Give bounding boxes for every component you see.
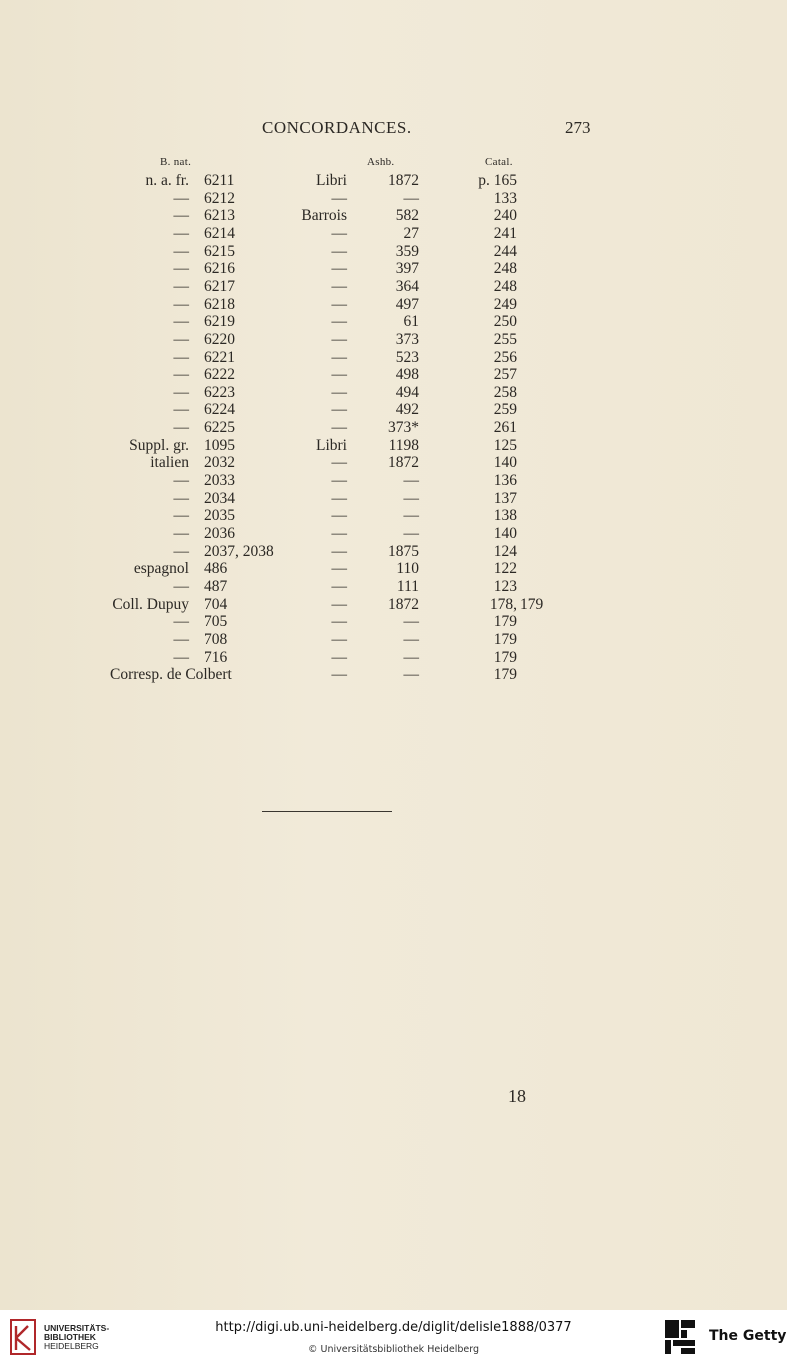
collection-name: — [173,577,189,595]
table-row [0,437,787,455]
ashburnham-fonds: — [331,507,347,525]
bnat-number: 6221 [204,348,235,366]
table-row [0,207,787,225]
ashburnham-number: — [403,472,419,490]
collection-name: — [173,383,189,401]
catalogue-page: 255 [493,330,517,348]
collection-name: — [173,207,189,225]
collection-name: — [173,330,189,348]
column-header-ashb: Ashb. [367,156,395,168]
table-row [0,525,787,543]
bnat-number: 705 [204,613,228,631]
bnat-number: 6218 [204,295,235,313]
ashburnham-number: 373 [395,330,419,348]
ashburnham-fonds: — [331,666,347,684]
table-row [0,578,787,596]
ashburnham-number: 1872 [388,595,419,613]
ashburnham-fonds: — [331,366,347,384]
ashburnham-fonds: Libri [316,172,347,189]
table-row [0,349,787,367]
ashburnham-number: 494 [395,383,419,401]
catalogue-page: 140 [493,454,517,472]
collection-name: — [173,348,189,366]
table-row [0,296,787,314]
ashburnham-fonds: — [331,189,347,207]
table-row [0,613,787,631]
column-header-bnat: B. nat. [160,156,192,168]
collection-name: — [173,366,189,384]
collection-name: — [173,242,189,260]
bnat-number: 1095 [204,436,235,454]
ashburnham-fonds: — [331,595,347,613]
bnat-number: 6212 [204,189,235,207]
ashburnham-fonds: — [331,313,347,331]
column-header-catal: Catal. [485,156,513,168]
collection-name: — [173,630,189,648]
bnat-number: 2036 [204,525,235,542]
table-row [0,472,787,490]
collection-name: — [173,277,189,295]
bnat-number: 6220 [204,330,235,348]
catalogue-page: 250 [493,313,517,331]
ashburnham-number: 492 [395,401,419,419]
ashburnham-fonds: — [331,472,347,490]
ashburnham-number: 498 [395,366,419,384]
ashburnham-fonds: — [331,260,347,278]
catalogue-page: 256 [493,348,517,366]
table-row [0,419,787,437]
copyright-notice: © Universitätsbibliothek Heidelberg [307,1344,479,1355]
table-row [0,278,787,296]
ashburnham-number: 1875 [388,542,419,560]
catalogue-page: 248 [493,260,517,278]
bnat-number: 6217 [204,277,235,295]
collection-name: — [173,260,189,278]
collection-name: Coll. Dupuy [112,595,189,613]
table-row [0,454,787,472]
table-row [0,331,787,349]
bnat-number: 708 [204,630,228,648]
catalogue-page: 133 [493,189,517,207]
ashburnham-number: 397 [395,260,419,278]
table-row [0,649,787,667]
bnat-number: 2034 [204,489,235,507]
catalogue-page: 240 [493,207,517,225]
ashburnham-number: — [403,525,419,542]
bnat-number: 6219 [204,313,235,331]
catalogue-page: p. 165 [478,172,517,189]
catalogue-page: 241 [493,224,517,242]
ashburnham-number: 111 [396,577,419,595]
end-rule [262,811,392,812]
ashburnham-number: — [403,666,419,684]
table-row [0,172,787,190]
ashburnham-number: — [403,648,419,666]
ashburnham-number: 373* [388,419,419,437]
ashburnham-number: — [403,613,419,631]
page-number: 273 [565,118,591,137]
catalogue-page: 249 [493,295,517,313]
collection-name: — [173,648,189,666]
catalogue-page: 244 [493,242,517,260]
signature-mark: 18 [508,1086,526,1106]
bnat-number: 2037, 2038 [204,542,274,560]
catalogue-page: 137 [493,489,517,507]
collection-name: — [173,313,189,331]
catalogue-page: 123 [493,577,517,595]
catalogue-page: 125 [493,436,517,454]
collection-name: Corresp. de Colbert [110,666,232,684]
ashburnham-fonds: — [331,224,347,242]
bnat-number: 6225 [204,419,235,437]
collection-name: italien [150,454,189,472]
ashburnham-number: 582 [395,207,419,225]
table-row [0,313,787,331]
collection-name: — [173,224,189,242]
catalogue-page: 178, [489,595,517,613]
bnat-number: 6224 [204,401,235,419]
ashburnham-fonds: — [331,648,347,666]
ashburnham-number: — [403,189,419,207]
getty-logo-icon [663,1318,697,1358]
table-row [0,507,787,525]
table-row [0,401,787,419]
bnat-number: 6214 [204,224,235,242]
collection-name: — [173,489,189,507]
collection-name: — [173,419,189,437]
getty-name: The Getty [709,1328,787,1344]
bnat-number: 2033 [204,472,235,490]
catalogue-page: 138 [493,507,517,525]
ashburnham-number: 1872 [388,172,419,189]
ashburnham-fonds: — [331,577,347,595]
bnat-number: 486 [204,560,228,578]
ashburnham-number: 1198 [388,436,419,454]
bnat-number: 6215 [204,242,235,260]
table-row [0,260,787,278]
ashburnham-fonds: — [331,277,347,295]
bnat-number: 6211 [204,172,235,189]
catalogue-page: 257 [493,366,517,384]
catalogue-page: 179 [493,666,517,684]
ashburnham-fonds: — [331,383,347,401]
catalogue-page: 140 [493,525,517,542]
collection-name: — [173,295,189,313]
catalogue-page-extra: 179 [520,595,544,613]
collection-name: espagnol [133,560,189,578]
ashburnham-fonds: — [331,454,347,472]
ashburnham-fonds: Barrois [301,207,347,225]
bnat-number: 704 [204,595,228,613]
bnat-number: 487 [204,577,228,595]
ashburnham-number: 110 [396,560,419,578]
catalogue-page: 122 [493,560,517,578]
ashburnham-fonds: — [331,630,347,648]
bnat-number: 6216 [204,260,235,278]
collection-name: — [173,472,189,490]
ashburnham-fonds: — [331,542,347,560]
digitization-footer [0,1310,787,1366]
table-row [0,225,787,243]
table-row [0,543,787,561]
table-row [0,490,787,508]
table-row [0,596,787,614]
collection-name: — [173,613,189,631]
ashburnham-number: 61 [403,313,419,331]
ashburnham-number: 497 [395,295,419,313]
ashburnham-number: 364 [395,277,419,295]
ashburnham-number: — [403,630,419,648]
table-row [0,366,787,384]
bnat-number: 6223 [204,383,235,401]
bnat-number: 6213 [204,207,235,225]
catalogue-page: 179 [493,648,517,666]
collection-name: Suppl. gr. [129,436,189,454]
collection-name: — [173,507,189,525]
catalogue-page: 248 [493,277,517,295]
ashburnham-number: 359 [395,242,419,260]
ashburnham-fonds: — [331,330,347,348]
running-title: CONCORDANCES. [262,118,412,137]
ashburnham-number: — [403,507,419,525]
bnat-number: 716 [204,648,228,666]
ashburnham-fonds: — [331,295,347,313]
collection-name: — [173,525,189,542]
catalogue-page: 258 [493,383,517,401]
bnat-number: 2035 [204,507,235,525]
ashburnham-fonds: — [331,613,347,631]
ashburnham-fonds: — [331,401,347,419]
library-name: UNIVERSITÄTS- BIBLIOTHEK HEIDELBERG [44,1323,110,1351]
table-row [0,384,787,402]
catalogue-page: 259 [493,401,517,419]
ashburnham-fonds: Libri [316,436,347,454]
catalogue-page: 124 [493,542,517,560]
ashburnham-fonds: — [331,419,347,437]
table-row [0,666,787,684]
ashburnham-fonds: — [331,489,347,507]
table-row [0,560,787,578]
collection-name: — [173,401,189,419]
ashburnham-fonds: — [331,242,347,260]
ashburnham-number: 27 [403,224,419,242]
bnat-number: 6222 [204,366,235,384]
ashburnham-fonds: — [331,348,347,366]
ashburnham-fonds: — [331,560,347,578]
table-row [0,190,787,208]
ashburnham-number: 523 [395,348,419,366]
catalogue-page: 136 [493,472,517,490]
ashburnham-number: — [403,489,419,507]
catalogue-page: 261 [493,419,517,437]
collection-name: — [173,542,189,560]
bnat-number: 2032 [204,454,235,472]
permalink-url[interactable]: http://digi.ub.uni-heidelberg.de/diglit/delisle1888/0377 [215,1320,572,1335]
table-row [0,243,787,261]
ashburnham-fonds: — [331,525,347,542]
ashburnham-number: 1872 [388,454,419,472]
table-row [0,631,787,649]
collection-name: — [173,189,189,207]
catalogue-page: 179 [493,630,517,648]
catalogue-page: 179 [493,613,517,631]
collection-name: n. a. fr. [145,172,189,189]
